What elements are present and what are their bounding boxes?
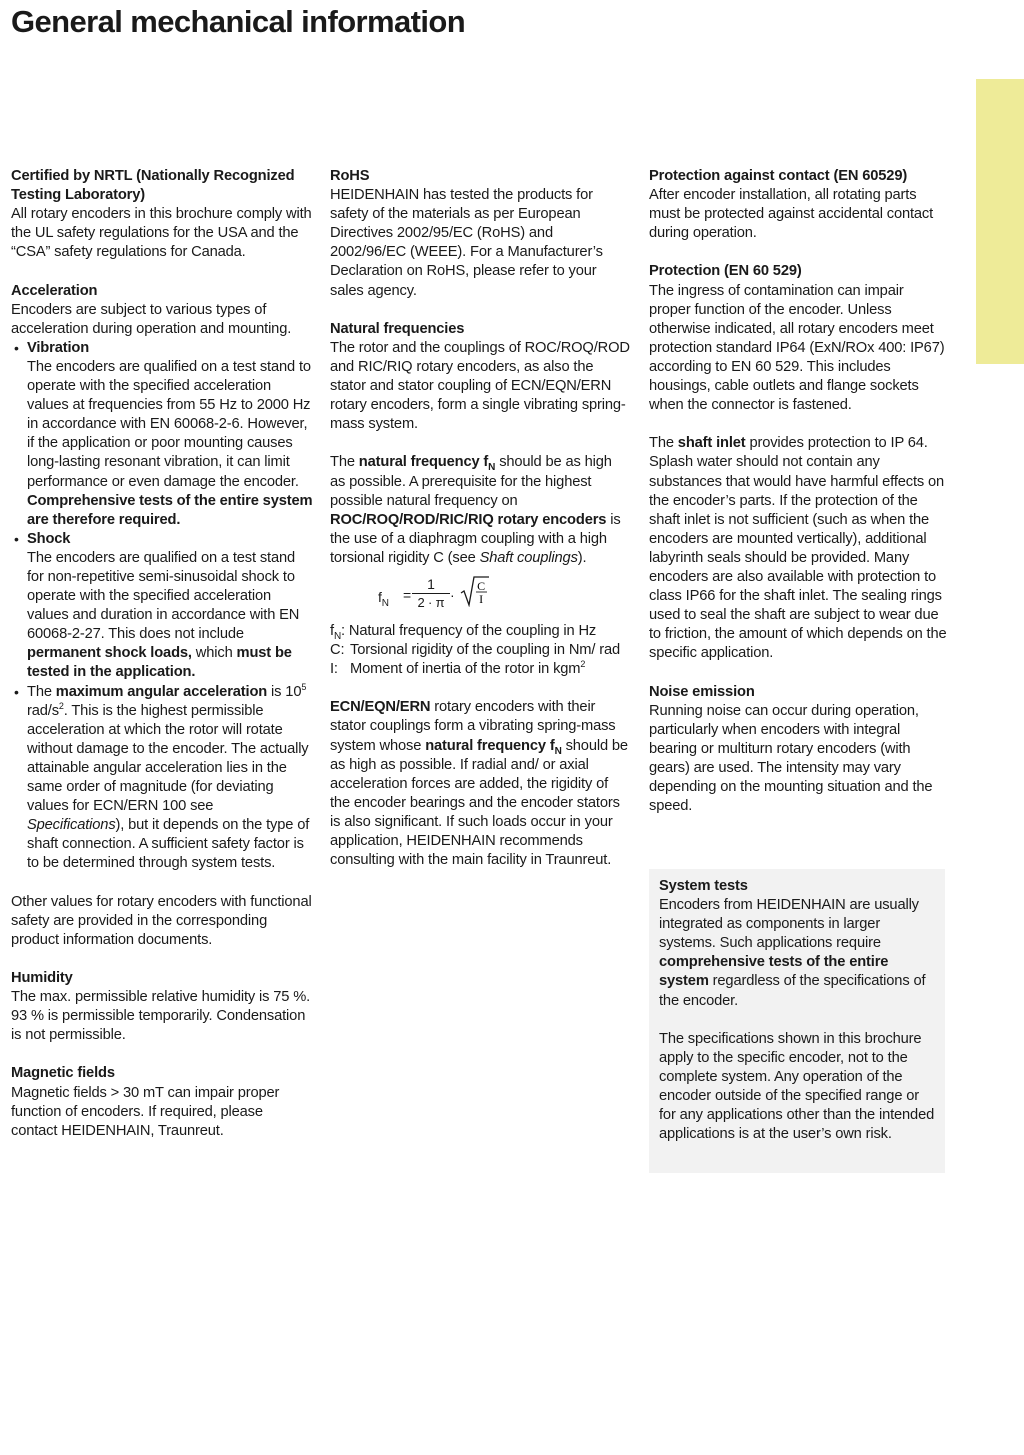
angular-text-1: . This is the highest permissible acceleration at which the rotor will rotate without damage to the encoder. The actually attainable angular acceleration lies in the same order of magnitude (for deviating values for ECN/ERN 100 see [27, 702, 309, 815]
ecn-paragraph [330, 698, 630, 870]
shaft-bold: shaft inlet [677, 435, 746, 452]
shock-bold-1: permanent shock loads, [27, 645, 192, 662]
shock-bold-2: must be tested in the application. [27, 645, 292, 681]
section-system-tests-note [659, 1030, 939, 1145]
formula-numerator: 1 [427, 575, 435, 592]
humidity-text: The max. permissible relative humidity is 75 %. 93 % is permissible temporarily. Condensation is not permissible. [11, 989, 311, 1044]
formula-fraction-line [412, 593, 450, 594]
noise-heading: Noise emission [649, 683, 755, 700]
acceleration-list [11, 339, 313, 874]
sqrt-numerator: C [477, 578, 485, 593]
formula-fraction [412, 576, 450, 611]
protection-heading: Protection (EN 60 529) [649, 263, 802, 280]
section-natural-frequency-detail [330, 453, 630, 679]
shaft-text: provides protection to IP 64. Splash water should not contain any substances that would have harmful effects on the encoder’s parts. If the protection of the shaft inlet is not sufficient (such as when the encoders are mounted vertically), additional labyrinth seals should be provided. Many encoders are also available with protection to class IP66 for the shaft inlet. The sealing rings used to seal the shaft are subject to wear due to friction, the amount of which depends on the specific application. [649, 435, 947, 662]
ecn-text-1: rotary encoders with their stator couplings form a vibrating spring-mass system whose [330, 699, 616, 754]
formula-equals: = [403, 586, 412, 603]
shock-title: • Shock [27, 530, 71, 547]
section-system-tests [659, 877, 939, 1011]
magnetic-heading: Magnetic fields [11, 1065, 115, 1082]
ecn-text-2: should be as high as possible. If radial and/ or axial acceleration forces are added, the rigidity of the encoder bearings and the encoder stators is also significant. If such loads occur in your application, HEIDENHAIN recommends consulting with the main facility in Traunreut. [330, 737, 628, 869]
angular-text-2: ), but it depends on the type of shaft connection. A sufficient safety factor is to be determined through system tests. [27, 817, 310, 872]
section-ecn [330, 698, 630, 870]
other-values-text: Other values for rotary encoders with functional safety are provided in the corresponding product information documents. [11, 893, 312, 948]
list-item-angular [11, 683, 313, 874]
section-acceleration [11, 282, 313, 874]
angular-pre: The [27, 683, 52, 700]
nf-text-1: should be as high as possible. A prerequisite for the highest possible natural frequency on [330, 454, 612, 509]
section-humidity [11, 969, 313, 1045]
shaft-pre: The [649, 435, 674, 452]
system-tests-content [659, 877, 939, 1163]
acceleration-text: Encoders are subject to various types of acceleration during operation and mounting. [11, 301, 292, 337]
angular-italic: Specifications [27, 817, 116, 834]
noise-text: Running noise can occur during operation, particularly when encoders with integral bearing or multiturn rotary encoders (with gears) are used. The intensity may vary depending on the mounting situation and the speed. [649, 702, 933, 815]
natfreq-text: The rotor and the couplings of ROC/ROQ/ROD and RIC/RIQ rotary encoders, as also the stator and stator coupling of ECN/EQN/ERN rotary encoders, form a single vibrating spring-mass system. [330, 339, 630, 433]
nf-bold-2: ROC/ROQ/ROD/RIC/RIQ rotary encoders [330, 511, 607, 528]
vibration-title: • Vibration [27, 339, 90, 356]
protection-text: The ingress of contamination can impair proper function of the encoder. Unless otherwise indicated, all rotary encoders meet protection standard IP64 (ExN/ROx 400: IP67) according to EN 60 529. This includes housings, cable outlets and flange sockets when the connector is fastened. [649, 282, 945, 414]
side-color-tab [976, 79, 1024, 364]
section-nrtl [11, 167, 313, 262]
nf-sub: N [488, 462, 496, 474]
rohs-heading: RoHS [330, 168, 370, 184]
nrtl-heading: Certified by NRTL (Nationally Recognized Testing Laboratory) [11, 168, 295, 204]
section-protection [649, 262, 947, 415]
section-shaft-inlet [649, 434, 947, 663]
acceleration-heading: Acceleration [11, 282, 98, 299]
nf-italic: Shaft couplings [479, 549, 578, 566]
system-tests-heading: System tests [659, 878, 748, 894]
formula-dot: · [450, 586, 455, 603]
section-noise [649, 683, 947, 817]
ecn-bold-2: natural frequency f [425, 737, 555, 754]
rohs-text: HEIDENHAIN has tested the products for safety of the materials as per European Directives 2002/95/EC (RoHS) and 2002/96/EC (WEEE). For a Manufacturer’s Declaration on RoHS, please refer to your sales agency. [330, 187, 603, 299]
section-other-values [11, 893, 313, 950]
formula-sqrt [460, 575, 490, 607]
section-rohs [330, 167, 630, 301]
system-tests-box [649, 869, 945, 1173]
angular-is: is [271, 683, 282, 700]
system-tests-text-3: The specifications shown in this brochure apply to the specific encoder, not to the complete system. Any operation of the encoder outside of the specified range or for any applications other than the intended applications is at the user’s own risk. [659, 1030, 935, 1143]
sqrt-denominator: I [479, 591, 483, 606]
natural-frequency-formula [330, 576, 630, 616]
nf-pre: The [330, 454, 355, 471]
contact-text: After encoder installation, all rotating parts must be protected against accidental contact during operation. [649, 187, 934, 242]
natfreq-heading: Natural frequencies [330, 320, 465, 337]
def-i: I: Moment of inertia of the rotor in kgm$^2$ [330, 659, 586, 678]
contact-heading: Protection against contact (EN 60529) [649, 168, 908, 184]
column-middle [330, 167, 630, 889]
angular-bold: maximum angular acceleration [55, 683, 268, 700]
angular-exp: 5 [301, 681, 307, 692]
vibration-bold: Comprehensive tests of the entire system are therefore required. [27, 492, 313, 528]
page-title: General mechanical information [11, 4, 466, 39]
angular-base: 10 [285, 683, 302, 700]
shock-text: The encoders are qualified on a test stand for non-repetitive semi-sinusoidal shock to operate with the specified acceleration values and duration in accordance with EN 60068-2-27. This does not include [27, 549, 300, 643]
magnetic-text: Magnetic fields > 30 mT can impair proper function of encoders. If required, please contact HEIDENHAIN, Traunreut. [11, 1084, 280, 1139]
shaft-paragraph [649, 434, 947, 663]
nf-text-2: is the use of a diaphragm coupling with a high torsional rigidity C (see [330, 511, 621, 566]
system-tests-bold: comprehensive tests of the entire system [659, 954, 889, 990]
system-tests-text-2: regardless of the specifications of the encoder. [659, 973, 926, 1009]
list-item-vibration [11, 339, 313, 530]
shock-mid: which [195, 645, 233, 662]
section-contact [649, 167, 947, 243]
vibration-text: The encoders are qualified on a test stand to operate with the specified acceleration values at frequencies from 55 Hz to 2000 Hz in accordance with EN 60068-2-6. However, if the application or poor mounting causes long-lasting resonant vibration, it can limit performance or even damage the encoder. [27, 358, 311, 490]
column-left [11, 167, 313, 1160]
ecn-sub: N [554, 745, 562, 757]
nf-paragraph [330, 453, 630, 568]
nf-bold: natural frequency f [358, 454, 489, 471]
nf-end: ). [577, 549, 587, 566]
formula-denominator: 2 · π [417, 594, 445, 610]
def-c: C: Torsional rigidity of the coupling in Nm/ rad [330, 642, 620, 659]
list-item-shock [11, 530, 313, 683]
section-magnetic [11, 1064, 313, 1140]
angular-unit-exp: 2 [58, 700, 64, 711]
ecn-bold: ECN/EQN/ERN [330, 699, 431, 716]
section-natural-frequencies [330, 320, 630, 435]
humidity-heading: Humidity [11, 969, 73, 986]
column-right [649, 167, 947, 835]
def-fn: $f_N$: Natural frequency of the coupling in Hz [330, 622, 597, 642]
angular-unit: rad/s [27, 702, 59, 719]
nrtl-text: All rotary encoders in this brochure comply with the UL safety regulations for the USA and the “CSA” safety regulations for Canada. [11, 206, 312, 261]
formula-definitions [330, 622, 630, 679]
system-tests-text-1: Encoders from HEIDENHAIN are usually integrated as components in larger systems. Such applications require [659, 897, 919, 952]
system-tests-paragraph [659, 896, 939, 1011]
formula-lhs: $f_N$ [378, 588, 389, 609]
